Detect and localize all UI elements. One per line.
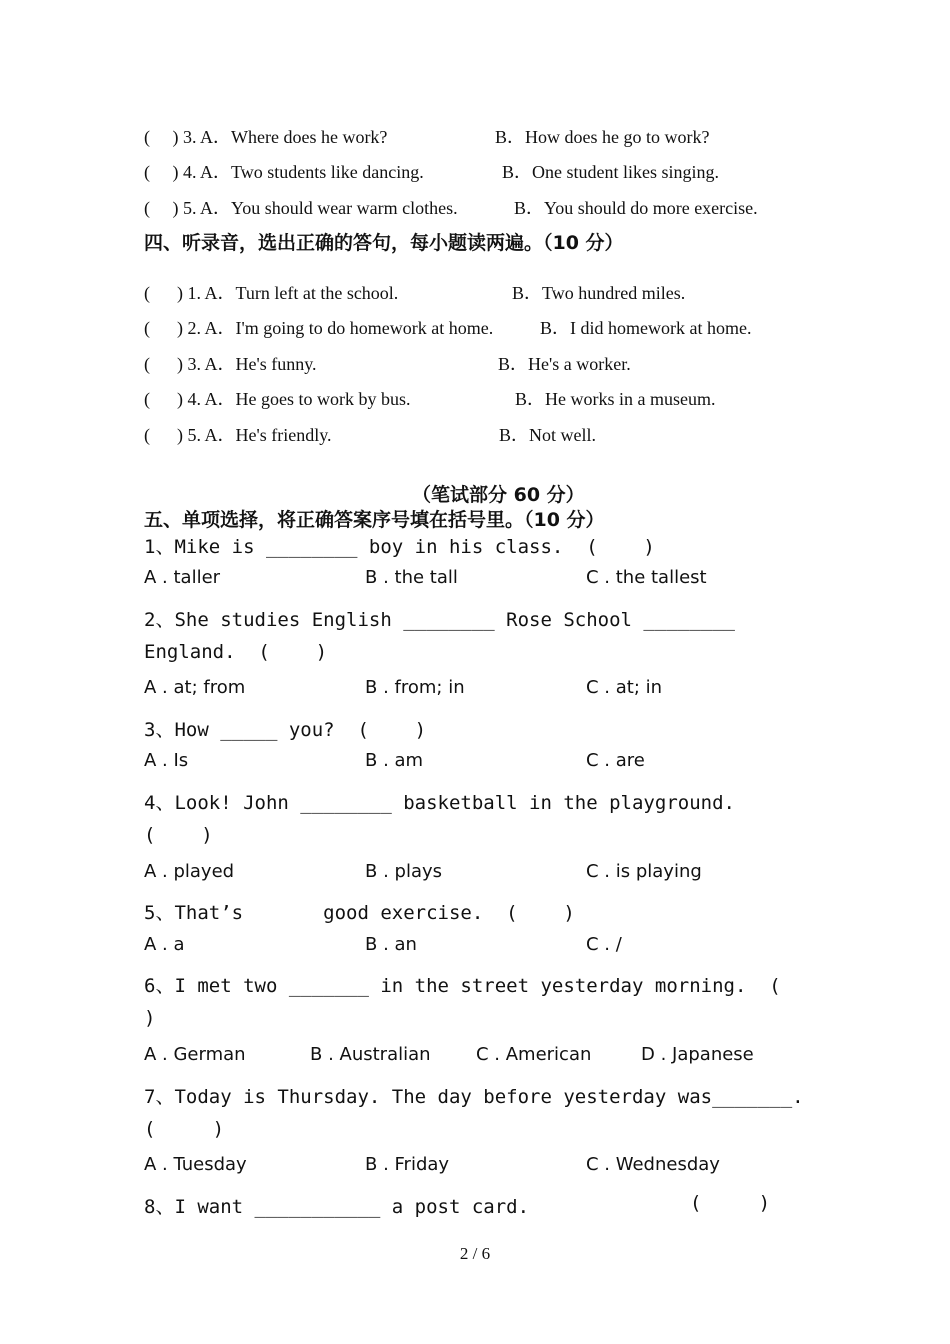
q6-stem-line2: )	[144, 1007, 156, 1029]
s4-q4-left: ( ) 4. A．He goes to work by bus.	[144, 389, 411, 409]
q6-option-c: C . American	[476, 1044, 592, 1065]
s4-q2-left: ( ) 2. A．I'm going to do homework at home.	[144, 318, 494, 338]
q8-stem: 8、I want ___________ a post card.	[144, 1196, 530, 1218]
q4-option-a: A . played	[144, 861, 235, 882]
q5-option-b: B . an	[365, 934, 417, 955]
q4-stem-line2: ( )	[144, 824, 213, 846]
s4-q5-left: ( ) 5. A．He's friendly.	[144, 425, 332, 445]
q1-option-b: B . the tall	[365, 567, 458, 588]
s3-q3-option-b: B．How does he go to work?	[495, 127, 710, 147]
q3-option-a: A . Is	[144, 750, 189, 771]
q7-stem-line1: 7、Today is Thursday. The day before yesterday was_______.	[144, 1086, 804, 1108]
s4-q1-left: ( ) 1. A．Turn left at the school.	[144, 283, 399, 303]
s3-q4-option-b: B．One student likes singing.	[502, 162, 719, 182]
s3-q5-option-b: B．You should do more exercise.	[514, 198, 758, 218]
section4-title: 四、听录音，选出正确的答句，每小题读两遍。（10 分）	[144, 232, 624, 254]
q2-stem-line1: 2、She studies English ________ Rose School ________	[144, 609, 735, 631]
q2-option-b: B . from; in	[365, 677, 465, 698]
s3-q4-left: ( ) 4. A．Two students like dancing.	[144, 162, 424, 182]
s3-q5-left: ( ) 5. A．You should wear warm clothes.	[144, 198, 458, 218]
s4-q5-option-b: B．Not well.	[499, 425, 596, 445]
q5-option-c: C . /	[586, 934, 622, 955]
q6-option-d: D . Japanese	[641, 1044, 754, 1065]
q5-option-a: A . a	[144, 934, 185, 955]
q2-option-c: C . at; in	[586, 677, 663, 698]
s4-q3-left: ( ) 3. A．He's funny.	[144, 354, 317, 374]
q3-stem: 3、How _____ you? ( )	[144, 719, 427, 741]
q1-option-a: A . taller	[144, 567, 221, 588]
q8-answer-paren: ( )	[690, 1192, 771, 1214]
q7-stem-line2: ( )	[144, 1118, 225, 1140]
q4-option-b: B . plays	[365, 861, 443, 882]
s4-q4-option-b: B．He works in a museum.	[515, 389, 716, 409]
q6-option-b: B . Australian	[310, 1044, 431, 1065]
q7-option-a: A . Tuesday	[144, 1154, 247, 1175]
q2-stem-line2: England. ( )	[144, 641, 328, 663]
q5-stem: 5、That’s good exercise. ( )	[144, 902, 575, 924]
q1-stem: 1、Mike is ________ boy in his class. ( )	[144, 536, 655, 558]
s4-q3-option-b: B．He's a worker.	[498, 354, 631, 374]
q3-option-c: C . are	[586, 750, 645, 771]
q2-option-a: A . at; from	[144, 677, 246, 698]
q7-option-b: B . Friday	[365, 1154, 450, 1175]
section5-title: 五、单项选择，将正确答案序号填在括号里。（10 分）	[144, 509, 605, 531]
written-part-heading: （笔试部分 60 分）	[412, 484, 585, 506]
s3-q3-left: ( ) 3. A．Where does he work?	[144, 127, 388, 147]
q7-option-c: C . Wednesday	[586, 1154, 720, 1175]
s4-q1-option-b: B．Two hundred miles.	[512, 283, 686, 303]
q6-stem-line1: 6、I met two _______ in the street yesterday morning. (	[144, 975, 781, 997]
q4-stem-line1: 4、Look! John ________ basketball in the playground.	[144, 792, 735, 814]
q6-option-a: A . German	[144, 1044, 246, 1065]
page-number: 2 / 6	[459, 1244, 491, 1263]
q1-option-c: C . the tallest	[586, 567, 707, 588]
q3-option-b: B . am	[365, 750, 424, 771]
q4-option-c: C . is playing	[586, 861, 702, 882]
s4-q2-option-b: B．I did homework at home.	[540, 318, 752, 338]
